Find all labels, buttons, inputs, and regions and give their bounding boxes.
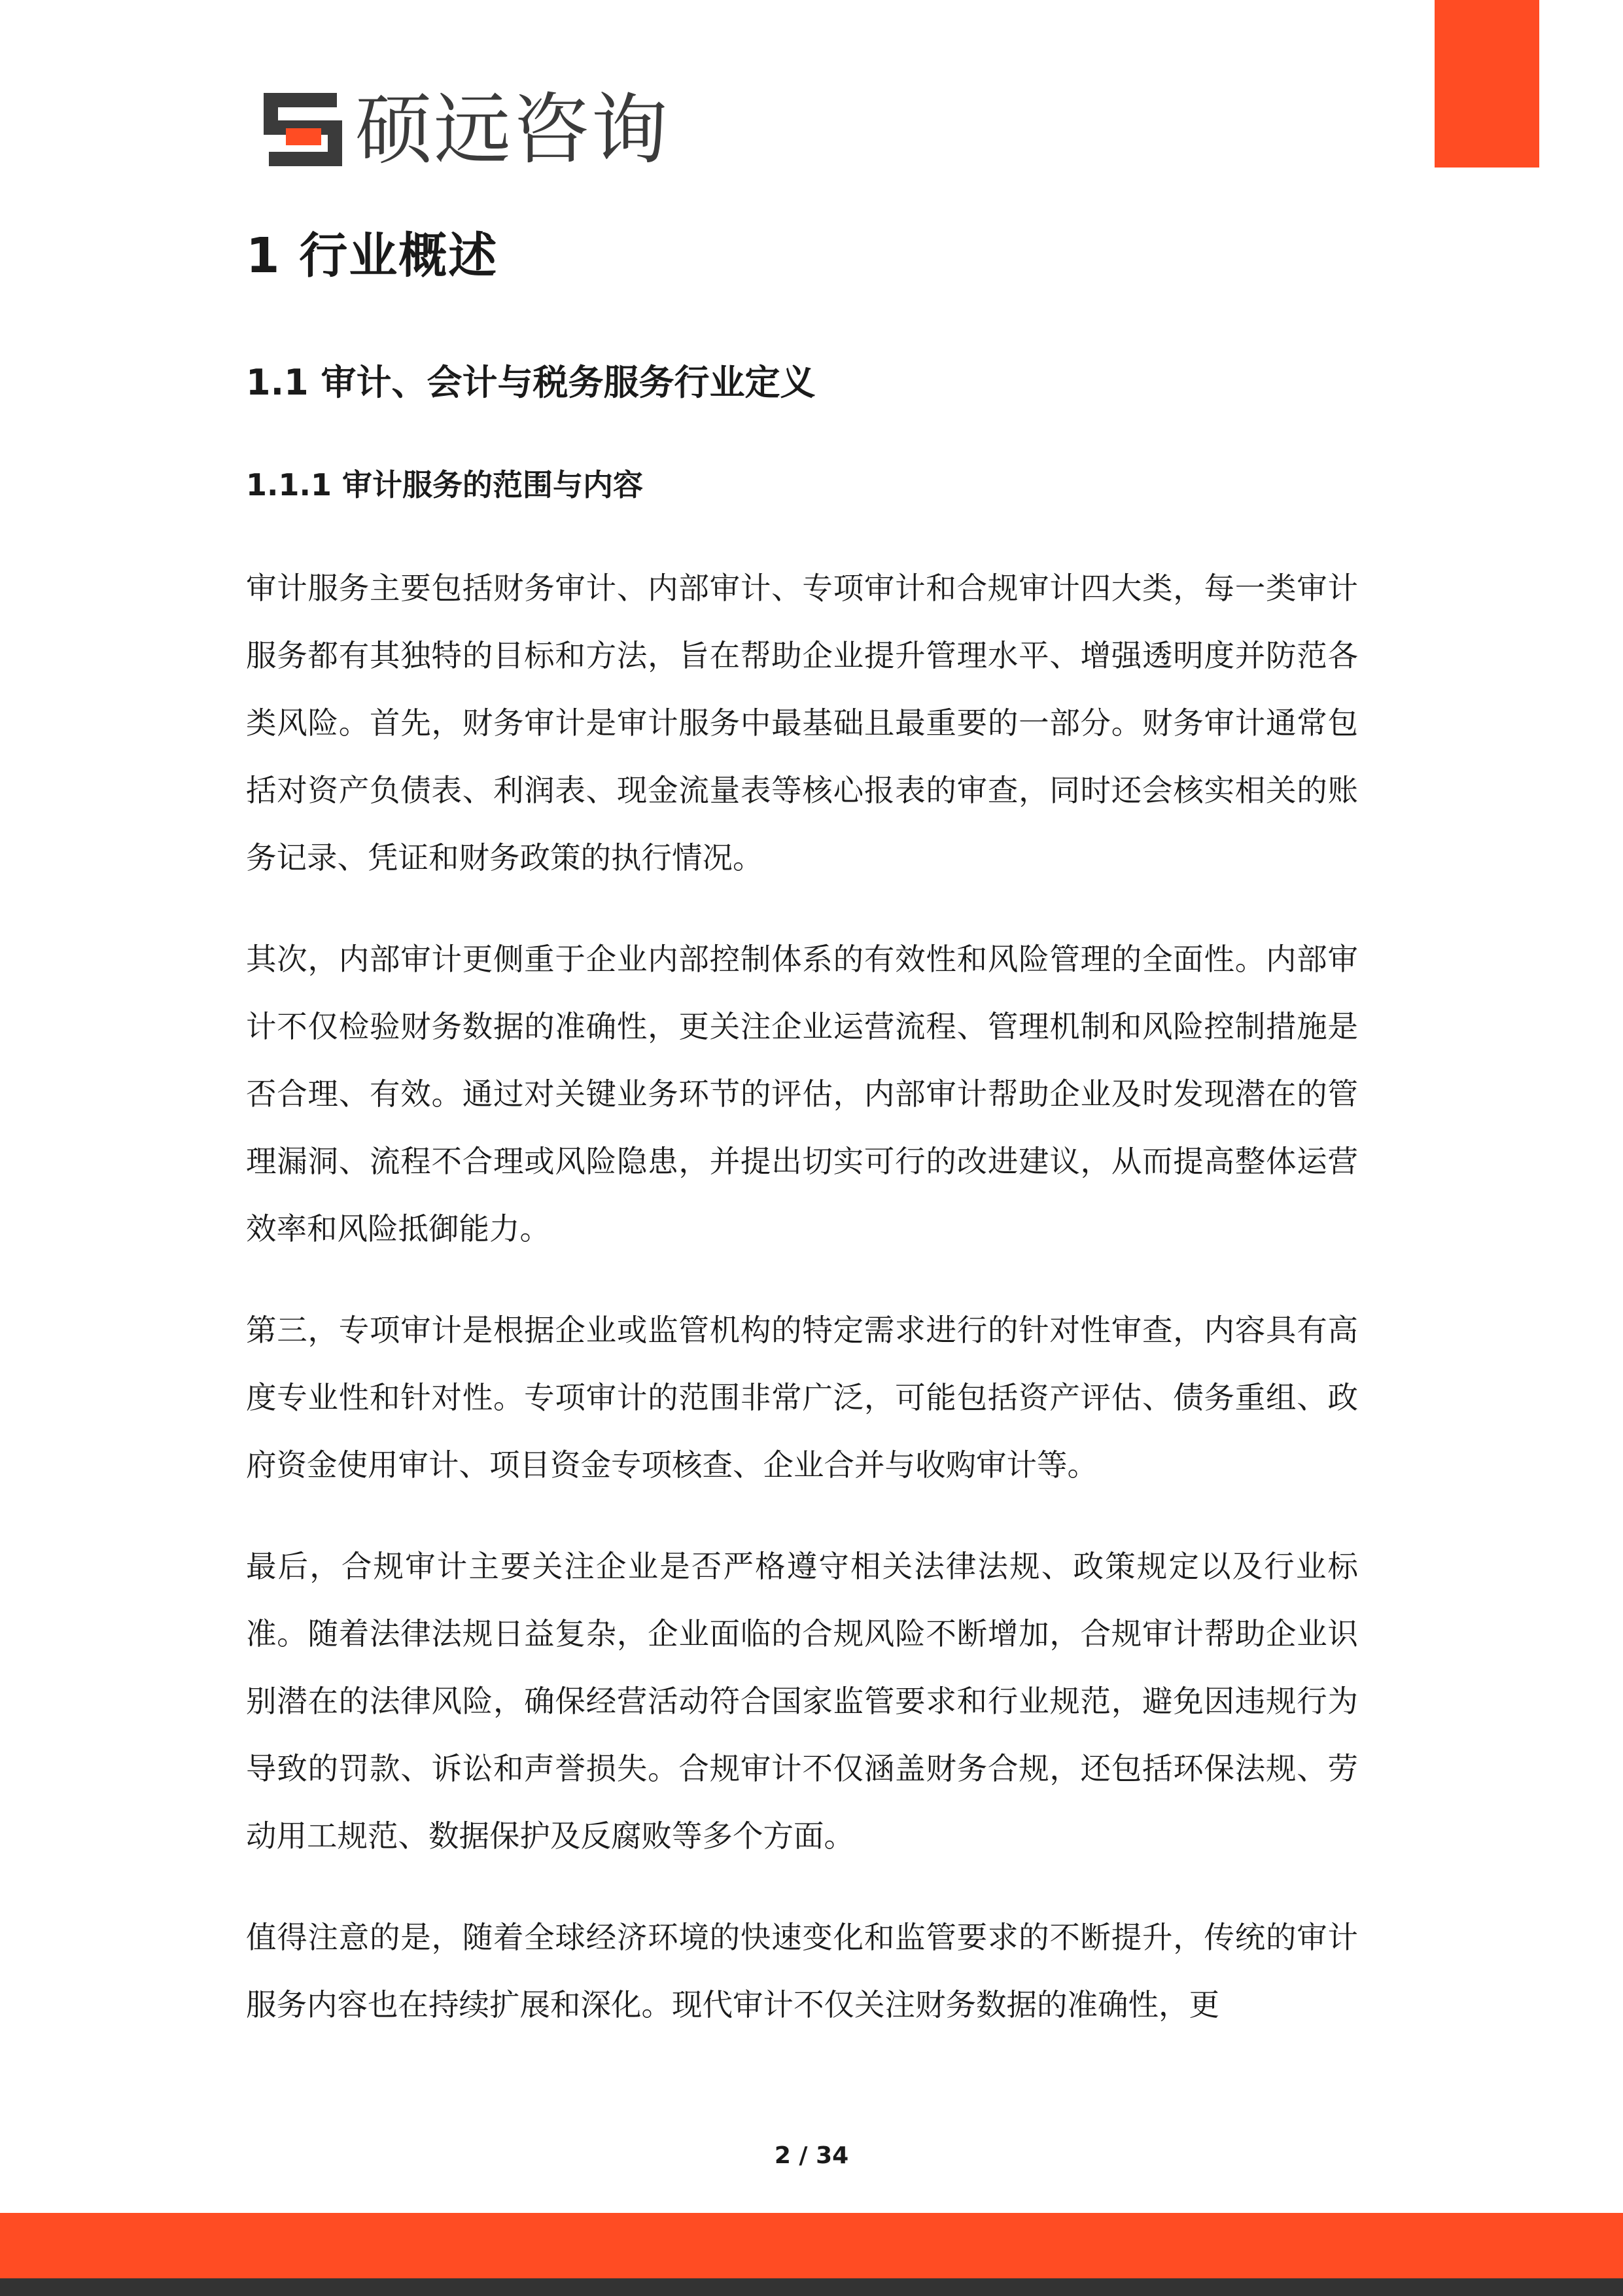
- logo-wordmark: 硕远咨询: [355, 84, 670, 175]
- logo-accent-block: [286, 128, 321, 145]
- body-paragraph: 最后，合规审计主要关注企业是否严格遵守相关法律法规、政策规定以及行业标准。随着法律法规日益复杂，企业面临的合规风险不断增加，合规审计帮助企业识别潜在的法律风险，确保经营活动符合国家监管要求和行业规范，避免因违规行为导致的罚款、诉讼和声誉损失。合规审计不仅涵盖财务合规，还包括环保法规、劳动用工规范、数据保护及反腐败等多个方面。: [246, 1549, 1358, 1854]
- page-number: 2 / 34: [774, 2142, 849, 2169]
- body-paragraph: 其次，内部审计更侧重于企业内部控制体系的有效性和风险管理的全面性。内部审计不仅检验财务数据的准确性，更关注企业运营流程、管理机制和风险控制措施是否合理、有效。通过对关键业务环节的评估，内部审计帮助企业及时发现潜在的管理漏洞、流程不合理或风险隐患，并提出切实可行的改进建议，从而提高整体运营效率和风险抵御能力。: [246, 942, 1358, 1246]
- section-title: 1.1 审计、会计与税务服务行业定义: [246, 362, 816, 403]
- main-content: [246, 220, 1358, 2039]
- chapter-title: 1 行业概述: [246, 228, 498, 284]
- corner-accent-tab: [1435, 0, 1539, 168]
- logo-bottom-bar: [269, 152, 342, 166]
- subsection-title: 1.1.1 审计服务的范围与内容: [246, 467, 643, 503]
- footer-accent-bar: [0, 2213, 1623, 2278]
- body-paragraph: 值得注意的是，随着全球经济环境的快速变化和监管要求的不断提升，传统的审计服务内容也在持续扩展和深化。现代审计不仅关注财务数据的准确性，更: [246, 1920, 1358, 2022]
- company-logo: [264, 84, 670, 175]
- body-paragraph: 第三，专项审计是根据企业或监管机构的特定需求进行的针对性审查，内容具有高度专业性和针对性。专项审计的范围非常广泛，可能包括资产评估、债务重组、政府资金使用审计、项目资金专项核查、企业合并与收购审计等。: [246, 1313, 1358, 1483]
- body-paragraph: 审计服务主要包括财务审计、内部审计、专项审计和合规审计四大类，每一类审计服务都有其独特的目标和方法，旨在帮助企业提升管理水平、增强透明度并防范各类风险。首先，财务审计是审计服务中最基础且最重要的一部分。财务审计通常包括对资产负债表、利润表、现金流量表等核心报表的审查，同时还会核实相关的账务记录、凭证和财务政策的执行情况。: [246, 571, 1358, 875]
- brand-s-logo-icon: [264, 93, 342, 166]
- footer-dark-strip: [0, 2278, 1623, 2296]
